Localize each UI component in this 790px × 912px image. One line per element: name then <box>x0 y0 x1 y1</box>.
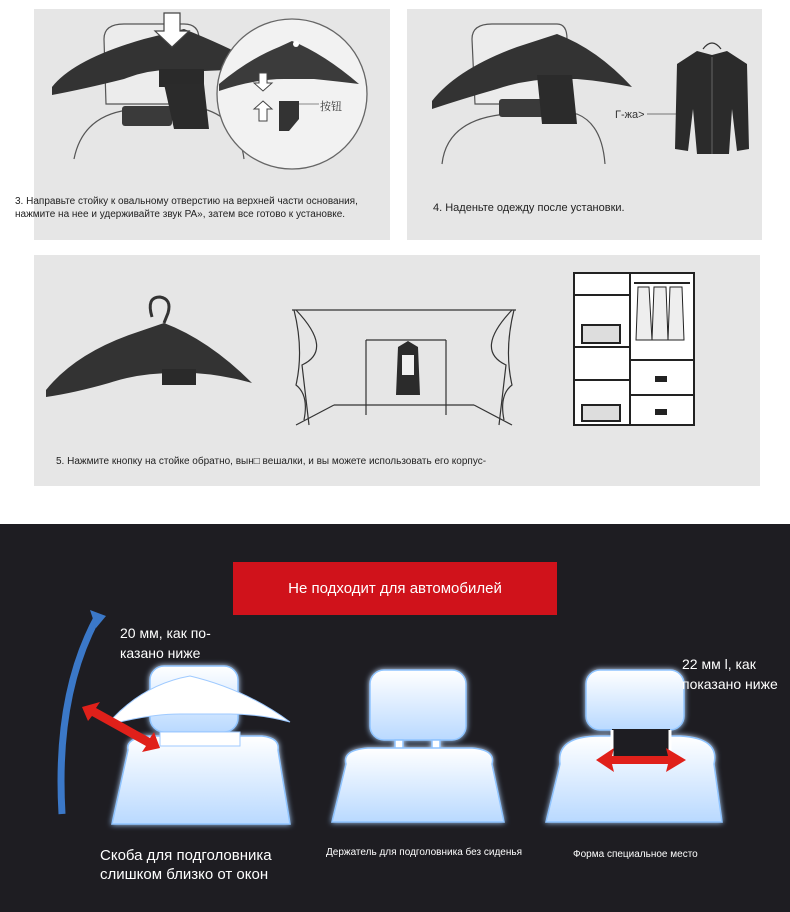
jacket-icon <box>396 341 420 395</box>
step5-illustration <box>34 255 760 486</box>
caption-middle: Держатель для подголовника без сиденья <box>326 847 522 858</box>
wardrobe-icon <box>574 273 694 425</box>
jacket-icon <box>675 43 749 154</box>
mount-bracket <box>122 106 172 126</box>
step3-panel <box>15 9 390 240</box>
warning-section <box>0 524 790 912</box>
step3-caption: 3. Направьте стойку к овальному отверстию на верхней части основания, нажмите на нее и удерживайте звук PA», затем все готово к установке. <box>15 196 358 220</box>
step4-panel <box>407 9 762 240</box>
note-right: 22 мм l, как показано ниже <box>682 656 778 692</box>
hanger-icon <box>46 297 252 397</box>
button-label: 按钮 <box>320 101 342 113</box>
arrow-label: Г-жа> <box>615 109 645 121</box>
warning-banner: Не подходит для автомобилей <box>233 562 557 615</box>
note-left: 20 мм, как по- казано ниже <box>120 625 211 661</box>
step5-caption: 5. Нажмите кнопку на стойке обратно, вын□ вешалки, и вы можете использовать его корпус- <box>56 456 487 467</box>
step4-caption: 4. Наденьте одежду после установки. <box>433 202 625 214</box>
caption-right: Форма специальное место <box>573 849 698 860</box>
caption-left: Скоба для подголовника слишком близко от окон <box>100 847 272 883</box>
headrest-icon <box>332 670 504 822</box>
step5-panel <box>34 255 760 486</box>
